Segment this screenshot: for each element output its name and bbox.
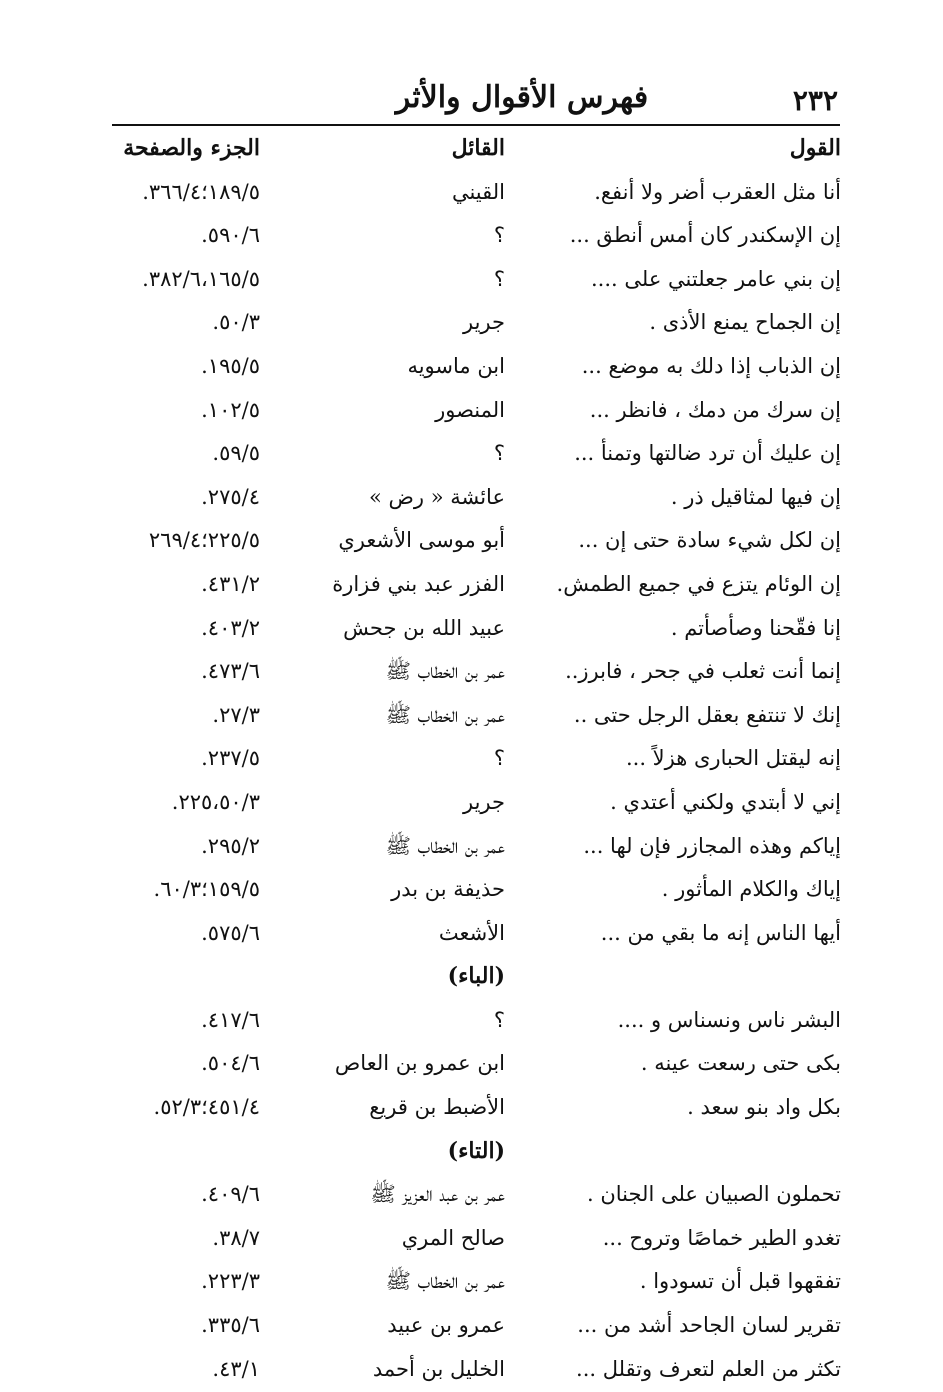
- speaker-cell: عمر بن الخطاب ﷺ: [385, 659, 505, 684]
- reference-cell: ٤٧٣/٦.: [201, 659, 260, 684]
- quote-cell: إنا فقّحنا وصأصأتم .: [670, 615, 841, 640]
- speaker-cell: عمر بن عبد العزيز ﷺ: [370, 1182, 505, 1207]
- quote-cell: إن بني عامر جعلتني على ....: [590, 266, 841, 291]
- speaker-cell: عمرو بن عبيد: [387, 1313, 505, 1338]
- speaker-cell: الأضبط بن قريع: [369, 1095, 505, 1120]
- speaker-cell: عائشة « رض »: [368, 484, 505, 509]
- column-header-quote: القول: [789, 135, 841, 161]
- table-row: [100, 1087, 845, 1131]
- quote-cell: إن سرك من دمك ، فانظر ...: [589, 397, 841, 422]
- reference-cell: ٤٠٩/٦.: [201, 1182, 260, 1207]
- speaker-cell: المنصور: [435, 397, 505, 422]
- page-number: ٢٣٢: [792, 84, 838, 117]
- speaker-cell: أبو موسى الأشعري: [338, 528, 505, 553]
- speaker-cell: ؟: [493, 223, 505, 248]
- table-row: [100, 782, 845, 826]
- speaker-cell: عمر بن الخطاب ﷺ: [385, 702, 505, 727]
- quote-cell: إياكم وهذه المجازر فإن لها ...: [583, 833, 841, 858]
- reference-cell: ٥٩٠/٦.: [201, 223, 260, 248]
- speaker-cell: ؟: [493, 266, 505, 291]
- quote-cell: إنما أنت ثعلب في جحر ، فابرز..: [565, 659, 841, 684]
- quote-cell: أيها الناس إنه ما بقي من ...: [600, 920, 841, 945]
- quote-cell: إن الجماح يمنع الأذى .: [649, 310, 841, 335]
- reference-cell: ٥٧٥/٦.: [201, 920, 260, 945]
- reference-cell: ٤٣/١.: [212, 1356, 260, 1381]
- page-header: [112, 78, 838, 122]
- table-row: [100, 1305, 845, 1349]
- speaker-cell: حذيفة بن بدر: [391, 877, 505, 902]
- table-row: [100, 1261, 845, 1305]
- table-row: [100, 346, 845, 390]
- table-row: [100, 1000, 845, 1044]
- table-row: [100, 651, 845, 695]
- quote-cell: بكل واد بنو سعد .: [687, 1095, 841, 1120]
- speaker-cell: الخليل بن أحمد: [372, 1356, 505, 1381]
- reference-cell: ٣٣٥/٦.: [201, 1313, 260, 1338]
- reference-cell: ١٠٢/٥.: [201, 397, 260, 422]
- speaker-cell: عمر بن الخطاب ﷺ: [385, 1269, 505, 1294]
- speaker-cell: الفزر عبد بني فزارة: [332, 571, 505, 596]
- reference-cell: ٢٩٥/٢.: [201, 833, 260, 858]
- header-rule: [112, 124, 840, 126]
- table-row: [100, 215, 845, 259]
- section-heading-row: [100, 956, 845, 1000]
- table-row: [100, 826, 845, 870]
- speaker-cell: عمر بن الخطاب ﷺ: [385, 833, 505, 858]
- quote-cell: [541, 956, 841, 1000]
- reference-cell: ١٩٥/٥.: [201, 353, 260, 378]
- reference-cell: ٤٥١/٤؛٥٢/٣.: [153, 1095, 260, 1120]
- reference-cell: ٤٠٣/٢.: [201, 615, 260, 640]
- table-row: [100, 520, 845, 564]
- reference-cell: ٣٨٢/٦،١٦٥/٥.: [142, 266, 260, 291]
- speaker-cell: القيني: [451, 179, 505, 204]
- quote-cell: تكثر من العلم لتعرف وتقلل ...: [576, 1356, 841, 1381]
- column-header-reference: الجزء والصفحة: [123, 135, 260, 161]
- quote-cell: إن الذباب إذا دلك به موضع ...: [581, 353, 841, 378]
- reference-cell: ٢٧٥/٤.: [201, 484, 260, 509]
- speaker-cell: جرير: [463, 789, 505, 814]
- reference-cell: ١٨٩/٥؛٣٦٦/٤.: [142, 179, 260, 204]
- reference-cell: ١٥٩/٥؛٦٠/٣.: [153, 877, 260, 902]
- quote-cell: البشر ناس ونسناس و ....: [617, 1007, 841, 1032]
- table-row: [100, 390, 845, 434]
- table-row: [100, 433, 845, 477]
- reference-cell: ٣٨/٧.: [212, 1225, 260, 1250]
- speaker-cell: ؟: [493, 441, 505, 466]
- reference-cell: ٢٣٧/٥.: [201, 746, 260, 771]
- quote-cell: تفقهوا قبل أن تسودوا .: [639, 1269, 841, 1294]
- reference-cell: [100, 956, 260, 1000]
- reference-cell: ٤١٧/٦.: [201, 1007, 260, 1032]
- table-row: [100, 477, 845, 521]
- speaker-cell: الأشعث: [438, 920, 505, 945]
- quote-cell: [541, 1131, 841, 1175]
- quote-cell: بكى حتى رسعت عينه .: [640, 1051, 841, 1076]
- reference-cell: [100, 1131, 260, 1175]
- table-row: [100, 1043, 845, 1087]
- reference-cell: ٢٢٥/٥؛٢٦٩/٤: [148, 528, 260, 553]
- column-header-speaker: القائل: [451, 135, 505, 161]
- section-heading: (التاء): [447, 1137, 505, 1164]
- quote-cell: تحملون الصبيان على الجنان .: [586, 1182, 841, 1207]
- speaker-cell: جرير: [463, 310, 505, 335]
- quote-cell: إن لكل شيء سادة حتى إن ...: [578, 528, 841, 553]
- reference-cell: ٤٣١/٢.: [201, 571, 260, 596]
- speaker-cell: ابن ماسويه: [407, 353, 505, 378]
- table-row: [100, 1174, 845, 1218]
- index-table: [100, 128, 845, 1392]
- quote-cell: إن الوئام يتزع في جميع الطمش.: [556, 571, 841, 596]
- reference-cell: ٢٢٣/٣.: [201, 1269, 260, 1294]
- speaker-cell: صالح المري: [401, 1225, 505, 1250]
- section-heading: (الباء): [447, 963, 505, 990]
- quote-cell: تغدو الطير خماصًا وتروح ...: [602, 1225, 841, 1250]
- quote-cell: إن فيها لمثاقيل ذر .: [670, 484, 841, 509]
- table-row: [100, 913, 845, 957]
- reference-cell: ٥٠٤/٦.: [201, 1051, 260, 1076]
- section-heading-row: [100, 1131, 845, 1175]
- quote-cell: تقرير لسان الجاحد أشد من ...: [577, 1313, 841, 1338]
- quote-cell: إنه ليقتل الحبارى هزلاً ...: [625, 746, 841, 771]
- table-row: [100, 259, 845, 303]
- table-row: [100, 172, 845, 216]
- quote-cell: إن عليك أن ترد ضالتها وتمنأ ...: [574, 441, 841, 466]
- quote-cell: إن الإسكندر كان أمس أنطق ...: [569, 223, 841, 248]
- table-row: [100, 608, 845, 652]
- table-row: [100, 869, 845, 913]
- quote-cell: إني لا أبتدي ولكني أعتدي .: [610, 789, 841, 814]
- speaker-cell: ؟: [493, 1007, 505, 1032]
- speaker-cell: ؟: [493, 746, 505, 771]
- table-row: [100, 695, 845, 739]
- quote-cell: أنا مثل العقرب أضر ولا أنفع.: [594, 179, 841, 204]
- reference-cell: ٢٢٥،٥٠/٣.: [171, 789, 260, 814]
- table-row: [100, 1349, 845, 1392]
- reference-cell: ٢٧/٣.: [212, 702, 260, 727]
- quote-cell: إياك والكلام المأثور .: [661, 877, 841, 902]
- table-row: [100, 564, 845, 608]
- table-row: [100, 738, 845, 782]
- reference-cell: ٥٩/٥.: [212, 441, 260, 466]
- quote-cell: إنك لا تنتفع بعقل الرجل حتى ..: [573, 702, 841, 727]
- speaker-cell: عبيد الله بن جحش: [343, 615, 505, 640]
- table-row: [100, 1218, 845, 1262]
- column-header-row: [100, 128, 845, 172]
- table-row: [100, 302, 845, 346]
- running-title: فهرس الأقوال والأثر: [395, 80, 649, 115]
- speaker-cell: ابن عمرو بن العاص: [334, 1051, 505, 1076]
- reference-cell: ٥٠/٣.: [212, 310, 260, 335]
